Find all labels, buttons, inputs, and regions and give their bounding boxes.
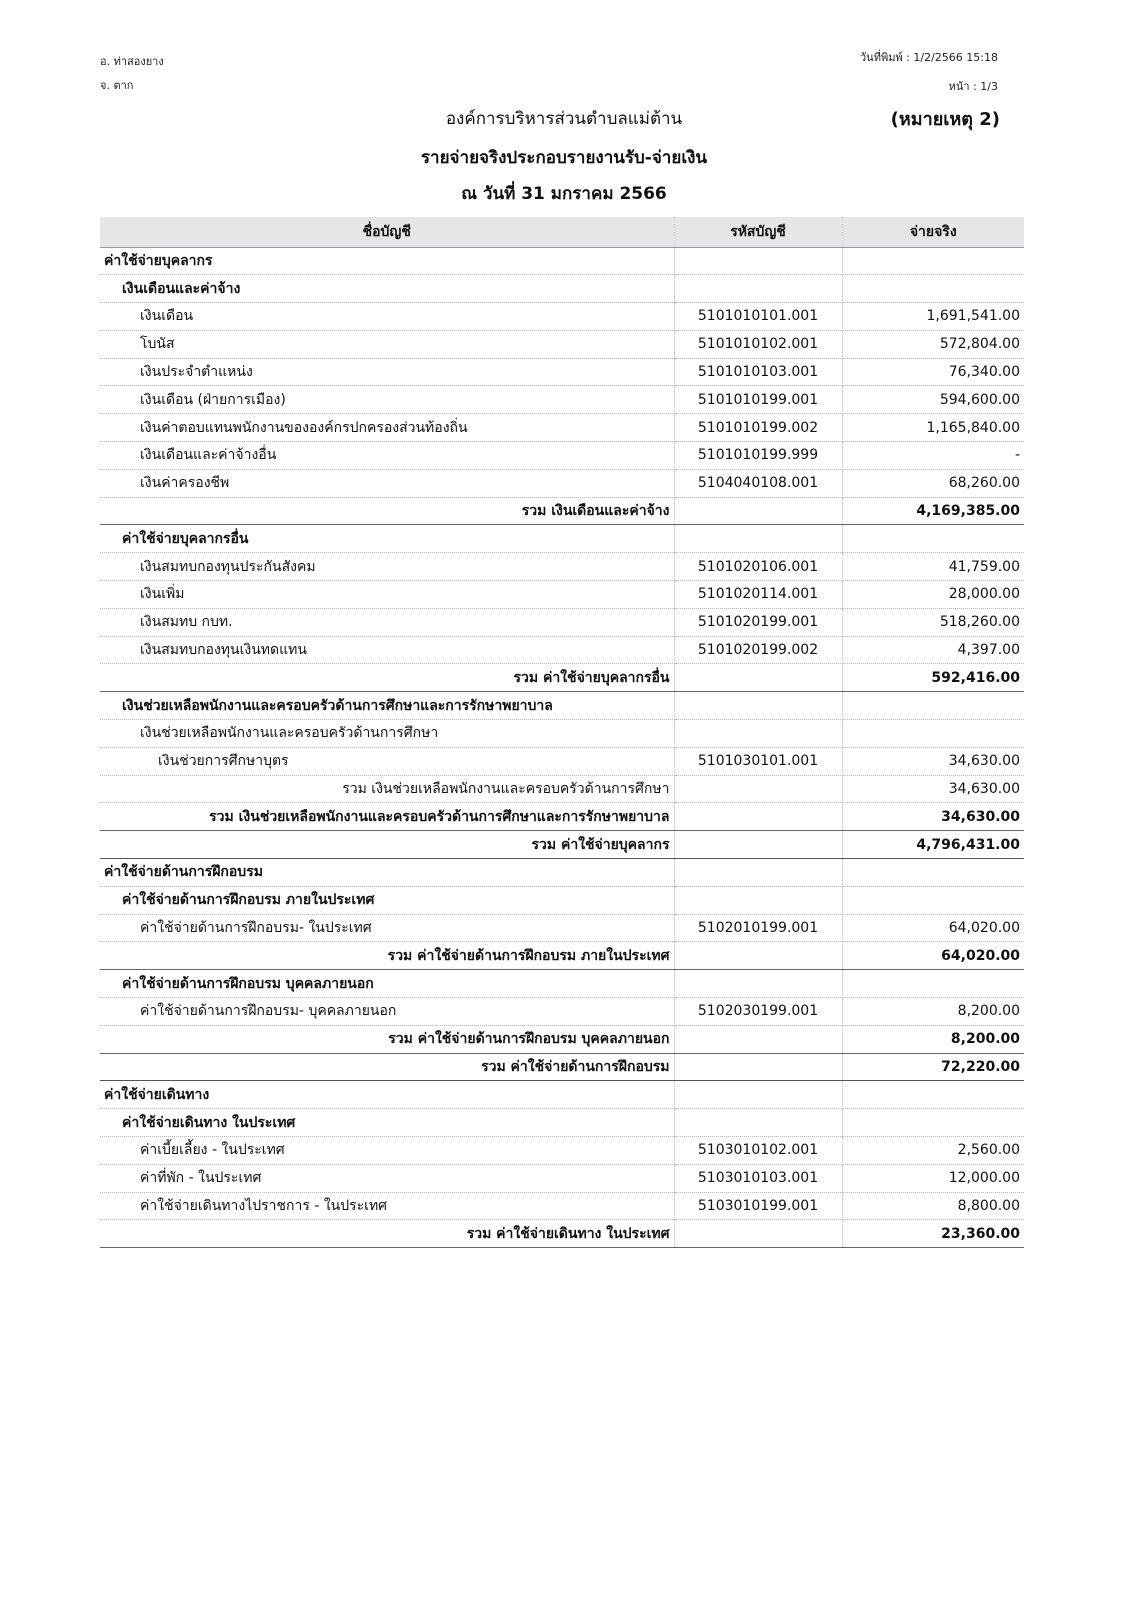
table-row: [100, 442, 1024, 470]
account-code-cell: 5103010199.001: [674, 1192, 842, 1220]
account-name-cell: ค่าใช้จ่ายบุคลากร: [100, 247, 674, 275]
amount-cell: [842, 525, 1024, 553]
amount-cell: 72,220.00: [842, 1053, 1024, 1081]
account-code-cell: 5101010199.999: [674, 442, 842, 470]
account-name-cell: เงินช่วยเหลือพนักงานและครอบครัวด้านการศึกษา: [100, 720, 674, 748]
account-code-cell: 5101020199.002: [674, 636, 842, 664]
account-code-cell: [674, 886, 842, 914]
account-code-cell: [674, 275, 842, 303]
account-code-cell: 5101030101.001: [674, 747, 842, 775]
account-name-cell: เงินช่วยเหลือพนักงานและครอบครัวด้านการศึกษาและการรักษาพยาบาล: [100, 692, 674, 720]
amount-cell: 41,759.00: [842, 553, 1024, 581]
total-row: [100, 1053, 1024, 1081]
account-name-cell: ค่าใช้จ่ายเดินทาง: [100, 1081, 674, 1109]
amount-cell: [842, 859, 1024, 887]
account-code-cell: [674, 831, 842, 859]
table-header: [100, 217, 1024, 247]
table-row: [100, 1137, 1024, 1165]
total-row: [100, 664, 1024, 692]
province-label: จ. ตาก: [100, 79, 134, 92]
account-code-cell: [674, 720, 842, 748]
account-code-cell: 5101010199.001: [674, 386, 842, 414]
section-header-row: [100, 275, 1024, 303]
account-name-cell: เงินเดือนและค่าจ้างอื่น: [100, 442, 674, 470]
amount-cell: 68,260.00: [842, 469, 1024, 497]
account-name-cell: ค่าใช้จ่ายด้านการฝึกอบรม ภายในประเทศ: [100, 886, 674, 914]
column-header-account-code: รหัสบัญชี: [674, 217, 842, 247]
total-row: [100, 775, 1024, 803]
account-code-cell: 5103010103.001: [674, 1164, 842, 1192]
account-code-cell: [674, 525, 842, 553]
amount-cell: 1,691,541.00: [842, 303, 1024, 331]
amount-cell: 34,630.00: [842, 747, 1024, 775]
account-code-cell: 5101020106.001: [674, 553, 842, 581]
amount-cell: 28,000.00: [842, 581, 1024, 609]
amount-cell: 64,020.00: [842, 914, 1024, 942]
amount-cell: 592,416.00: [842, 664, 1024, 692]
total-row: [100, 1220, 1024, 1248]
amount-cell: 34,630.00: [842, 803, 1024, 831]
total-row: [100, 497, 1024, 525]
account-name-cell: รวม ค่าใช้จ่ายด้านการฝึกอบรม ภายในประเทศ: [100, 942, 674, 970]
table-row: [100, 608, 1024, 636]
account-name-cell: รวม เงินช่วยเหลือพนักงานและครอบครัวด้านการศึกษา: [100, 775, 674, 803]
account-code-cell: 5101020114.001: [674, 581, 842, 609]
amount-cell: [842, 970, 1024, 998]
amount-cell: 572,804.00: [842, 330, 1024, 358]
amount-cell: 34,630.00: [842, 775, 1024, 803]
account-code-cell: 5103010102.001: [674, 1137, 842, 1165]
account-name-cell: รวม ค่าใช้จ่ายด้านการฝึกอบรม บุคคลภายนอก: [100, 1025, 674, 1053]
account-name-cell: รวม เงินเดือนและค่าจ้าง: [100, 497, 674, 525]
amount-cell: 4,397.00: [842, 636, 1024, 664]
account-name-cell: เงินสมทบ กบท.: [100, 608, 674, 636]
column-header-account-name: ชื่อบัญชี: [100, 217, 674, 247]
amount-cell: 2,560.00: [842, 1137, 1024, 1165]
account-code-cell: [674, 1081, 842, 1109]
organization-name: องค์การบริหารส่วนตำบลแม่ต้าน: [445, 109, 683, 129]
account-name-cell: เงินสมทบกองทุนประกันสังคม: [100, 553, 674, 581]
account-name-cell: ค่าใช้จ่ายเดินทางไปราชการ - ในประเทศ: [100, 1192, 674, 1220]
section-header-row: [100, 692, 1024, 720]
page-number: หน้า : 1/3: [948, 80, 998, 93]
section-header-row: [100, 1081, 1024, 1109]
amount-cell: [842, 692, 1024, 720]
amount-cell: [842, 275, 1024, 303]
account-code-cell: 5101020199.001: [674, 608, 842, 636]
table-row: [100, 330, 1024, 358]
print-date: วันที่พิมพ์ : 1/2/2566 15:18: [860, 51, 998, 64]
account-code-cell: [674, 1025, 842, 1053]
amount-cell: 8,200.00: [842, 1025, 1024, 1053]
account-name-cell: เงินช่วยการศึกษาบุตร: [100, 747, 674, 775]
amount-cell: 4,796,431.00: [842, 831, 1024, 859]
table-body: [100, 247, 1024, 1248]
account-name-cell: รวม ค่าใช้จ่ายเดินทาง ในประเทศ: [100, 1220, 674, 1248]
amount-cell: [842, 247, 1024, 275]
account-name-cell: ค่าใช้จ่ายด้านการฝึกอบรม- ในประเทศ: [100, 914, 674, 942]
column-header-actual-amount: จ่ายจริง: [842, 217, 1024, 247]
total-row: [100, 1025, 1024, 1053]
amount-cell: [842, 720, 1024, 748]
amount-cell: [842, 1109, 1024, 1137]
section-header-row: [100, 886, 1024, 914]
account-code-cell: [674, 1053, 842, 1081]
account-code-cell: 5101010199.002: [674, 414, 842, 442]
amount-cell: 8,800.00: [842, 1192, 1024, 1220]
district-label: อ. ท่าสองยาง: [100, 55, 164, 68]
amount-cell: [842, 886, 1024, 914]
amount-cell: 64,020.00: [842, 942, 1024, 970]
note-label: (หมายเหตุ 2): [890, 109, 1000, 130]
account-name-cell: รวม ค่าใช้จ่ายบุคลากรอื่น: [100, 664, 674, 692]
account-name-cell: รวม ค่าใช้จ่ายด้านการฝึกอบรม: [100, 1053, 674, 1081]
amount-cell: 518,260.00: [842, 608, 1024, 636]
expense-table: [100, 217, 1024, 1248]
table-row: [100, 1192, 1024, 1220]
account-name-cell: รวม เงินช่วยเหลือพนักงานและครอบครัวด้านการศึกษาและการรักษาพยาบาล: [100, 803, 674, 831]
table-row: [100, 914, 1024, 942]
amount-cell: 594,600.00: [842, 386, 1024, 414]
account-code-cell: [674, 859, 842, 887]
table-row: [100, 358, 1024, 386]
amount-cell: 23,360.00: [842, 1220, 1024, 1248]
report-date: ณ วันที่ 31 มกราคม 2566: [461, 184, 667, 204]
account-code-cell: [674, 803, 842, 831]
table-row: [100, 636, 1024, 664]
table-row: [100, 414, 1024, 442]
account-code-cell: [674, 247, 842, 275]
account-code-cell: [674, 970, 842, 998]
account-code-cell: [674, 1220, 842, 1248]
section-header-row: [100, 859, 1024, 887]
account-code-cell: 5104040108.001: [674, 469, 842, 497]
account-name-cell: เงินสมทบกองทุนเงินทดแทน: [100, 636, 674, 664]
account-code-cell: 5101010102.001: [674, 330, 842, 358]
account-name-cell: ค่าใช้จ่ายบุคลากรอื่น: [100, 525, 674, 553]
account-name-cell: เงินเดือนและค่าจ้าง: [100, 275, 674, 303]
amount-cell: 1,165,840.00: [842, 414, 1024, 442]
table-row: [100, 386, 1024, 414]
section-header-row: [100, 1109, 1024, 1137]
account-name-cell: โบนัส: [100, 330, 674, 358]
account-code-cell: [674, 775, 842, 803]
total-row: [100, 831, 1024, 859]
amount-cell: 4,169,385.00: [842, 497, 1024, 525]
total-row: [100, 803, 1024, 831]
section-header-row: [100, 247, 1024, 275]
account-code-cell: 5101010103.001: [674, 358, 842, 386]
account-code-cell: 5102030199.001: [674, 998, 842, 1026]
table-row: [100, 469, 1024, 497]
account-code-cell: 5102010199.001: [674, 914, 842, 942]
account-name-cell: ค่าใช้จ่ายด้านการฝึกอบรม- บุคคลภายนอก: [100, 998, 674, 1026]
account-code-cell: [674, 942, 842, 970]
account-name-cell: ค่าใช้จ่ายด้านการฝึกอบรม: [100, 859, 674, 887]
account-name-cell: รวม ค่าใช้จ่ายบุคลากร: [100, 831, 674, 859]
amount-cell: 76,340.00: [842, 358, 1024, 386]
account-name-cell: เงินค่าตอบแทนพนักงานขององค์กรปกครองส่วนท้องถิ่น: [100, 414, 674, 442]
account-code-cell: 5101010101.001: [674, 303, 842, 331]
section-header-row: [100, 720, 1024, 748]
account-code-cell: [674, 497, 842, 525]
table-row: [100, 1164, 1024, 1192]
table-row: [100, 747, 1024, 775]
account-name-cell: ค่าเบี้ยเลี้ยง - ในประเทศ: [100, 1137, 674, 1165]
account-name-cell: เงินเดือน (ฝ่ายการเมือง): [100, 386, 674, 414]
account-code-cell: [674, 664, 842, 692]
amount-cell: 12,000.00: [842, 1164, 1024, 1192]
amount-cell: 8,200.00: [842, 998, 1024, 1026]
table-row: [100, 998, 1024, 1026]
account-name-cell: ค่าที่พัก - ในประเทศ: [100, 1164, 674, 1192]
report-title: รายจ่ายจริงประกอบรายงานรับ-จ่ายเงิน: [420, 148, 708, 168]
table-row: [100, 303, 1024, 331]
account-code-cell: [674, 692, 842, 720]
account-name-cell: เงินประจำตำแหน่ง: [100, 358, 674, 386]
table-row: [100, 581, 1024, 609]
section-header-row: [100, 525, 1024, 553]
account-name-cell: ค่าใช้จ่ายด้านการฝึกอบรม บุคคลภายนอก: [100, 970, 674, 998]
amount-cell: [842, 1081, 1024, 1109]
account-code-cell: [674, 1109, 842, 1137]
total-row: [100, 942, 1024, 970]
account-name-cell: ค่าใช้จ่ายเดินทาง ในประเทศ: [100, 1109, 674, 1137]
account-name-cell: เงินเดือน: [100, 303, 674, 331]
section-header-row: [100, 970, 1024, 998]
amount-cell: -: [842, 442, 1024, 470]
table-row: [100, 553, 1024, 581]
account-name-cell: เงินเพิ่ม: [100, 581, 674, 609]
account-name-cell: เงินค่าครองชีพ: [100, 469, 674, 497]
